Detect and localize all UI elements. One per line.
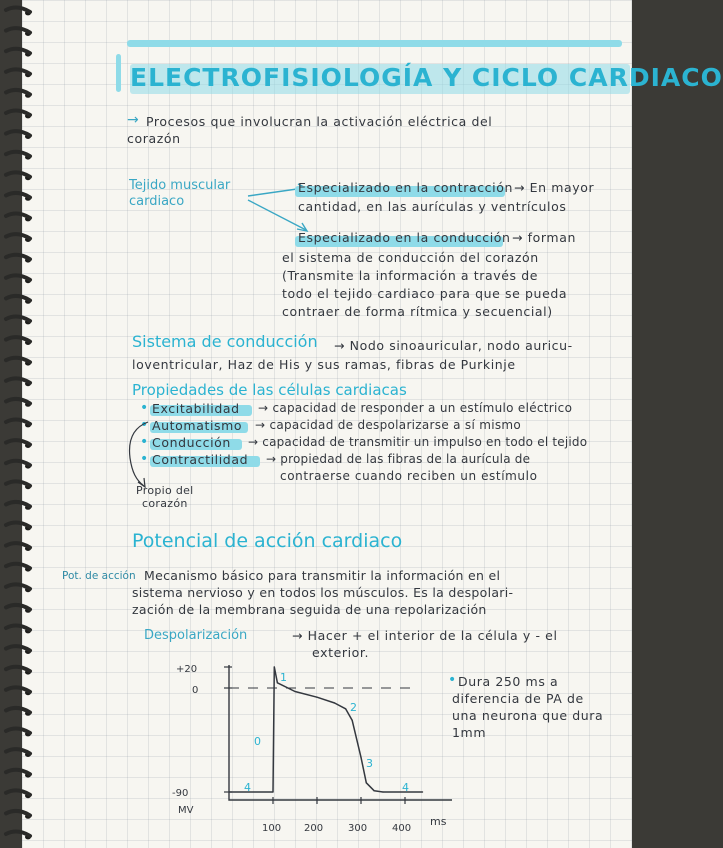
intro-arrow: → [127,112,139,128]
conduction-text-2: loventricular, Haz de His y sus ramas, fibras de Purkinje [132,357,516,372]
prop-3-bullet: • [140,434,149,450]
data-point [277,682,278,683]
action-potential-margin-label: Pot. de acción [62,570,136,582]
prop-2-desc: → capacidad de despolarizarse a sí mismo [255,418,522,432]
prop-3-term: Conducción [152,435,231,450]
prop-1-desc: → capacidad de responder a un estímulo eléctrico [258,401,573,415]
data-point [422,791,423,792]
prop-4-cont: contraerse cuando reciben un estímulo [280,469,538,483]
phase-label-3: 3 [366,757,373,770]
branch2-line-5: contraer de forma rítmica y secuencial) [282,304,553,319]
y-axis-unit: MV [178,805,194,816]
note-line-4: 1mm [452,725,487,740]
properties-heading: Propiedades de las células cardiacas [132,381,407,399]
title-top-bar [127,40,622,47]
ap-line-3: zación de la membrana seguida de una repolarización [132,602,487,617]
data-point [228,791,229,792]
x-tick-label: 200 [304,823,324,834]
properties-note-1: Propio del [136,484,194,497]
page-title: ELECTROFISIOLOGÍA Y CICLO CARDIACO [130,63,723,92]
prop-2-term: Automatismo [152,418,243,433]
prop-4-bullet: • [140,451,149,467]
prop-2-bullet: • [140,417,149,433]
y-tick-label: -90 [172,788,189,799]
notebook-spiral [0,0,34,848]
branch2-rest-1: → forman [512,230,576,245]
phase-label-4b: 4 [402,781,409,794]
title-left-bar [116,54,121,92]
conduction-text-1: → Nodo sinoauricular, nodo auricu- [334,338,573,353]
properties-note-2: corazón [142,497,188,510]
data-point [374,790,375,791]
data-point [360,757,361,758]
prop-3-desc: → capacidad de transmitir un impulso en todo el tejido [248,435,588,449]
y-tick-label: +20 [176,664,198,675]
y-tick-label: 0 [192,685,199,696]
chart-axes [229,665,452,800]
phase-label-1: 1 [280,671,287,684]
action-potential-series-line [229,667,423,792]
x-tick-label: 400 [392,823,412,834]
data-point [274,666,275,667]
ap-line-2: sistema nervioso y en todos los músculos. Es la despolari- [132,585,514,600]
prop-1-bullet: • [140,400,149,416]
properties-bracket-arrow [122,418,162,490]
data-point [352,720,353,721]
branch2-term: Especializado en la conducción [298,230,511,245]
action-potential-heading: Potencial de acción cardiaco [132,530,403,552]
conduction-heading: Sistema de conducción [132,332,318,351]
data-point [345,708,346,709]
branch1-rest-1: → En mayor [514,180,595,195]
branch1-term: Especializado en la contracción [298,180,513,195]
data-point [316,697,317,698]
note-line-2: diferencia de PA de [452,691,584,706]
branch2-line-3: (Transmite la información a través de [282,268,539,283]
depolarization-text-2: exterior. [312,645,370,660]
note-line-1: Dura 250 ms a [458,674,559,689]
tissue-label-1: Tejido muscular [129,178,231,193]
phase-label-4a: 4 [244,781,251,794]
branch2-line-2: el sistema de conducción del corazón [282,250,539,265]
phase-label-2: 2 [350,701,357,714]
intro-line-2: corazón [127,131,181,146]
ap-line-1: Mecanismo básico para transmitir la información en el [144,568,501,583]
branch1-rest-2: cantidad, en las aurículas y ventrículos [298,199,567,214]
data-point [366,782,367,783]
note-line-3: una neurona que dura [452,708,604,723]
data-point [382,791,383,792]
data-point [272,791,273,792]
data-point [334,702,335,703]
prop-4-desc: → propiedad de las fibras de la aurícula de [266,452,531,466]
note-bullet: • [448,672,457,688]
x-axis-unit: ms [430,815,447,828]
notebook-page [22,0,723,848]
depolarization-text-1: → Hacer + el interior de la célula y - el [292,628,558,643]
tissue-label-2: cardiaco [129,194,185,209]
action-potential-chart [152,655,462,845]
depolarization-label: Despolarización [144,628,248,643]
prop-1-term: Excitabilidad [152,401,240,416]
data-point [294,691,295,692]
x-tick-label: 100 [262,823,282,834]
prop-4-term: Contractilidad [152,452,249,467]
branch2-line-4: todo el tejido cardiaco para que se pueda [282,286,568,301]
intro-line-1: Procesos que involucran la activación eléctrica del [146,114,493,129]
x-tick-label: 300 [348,823,368,834]
phase-label-0: 0 [254,735,261,748]
